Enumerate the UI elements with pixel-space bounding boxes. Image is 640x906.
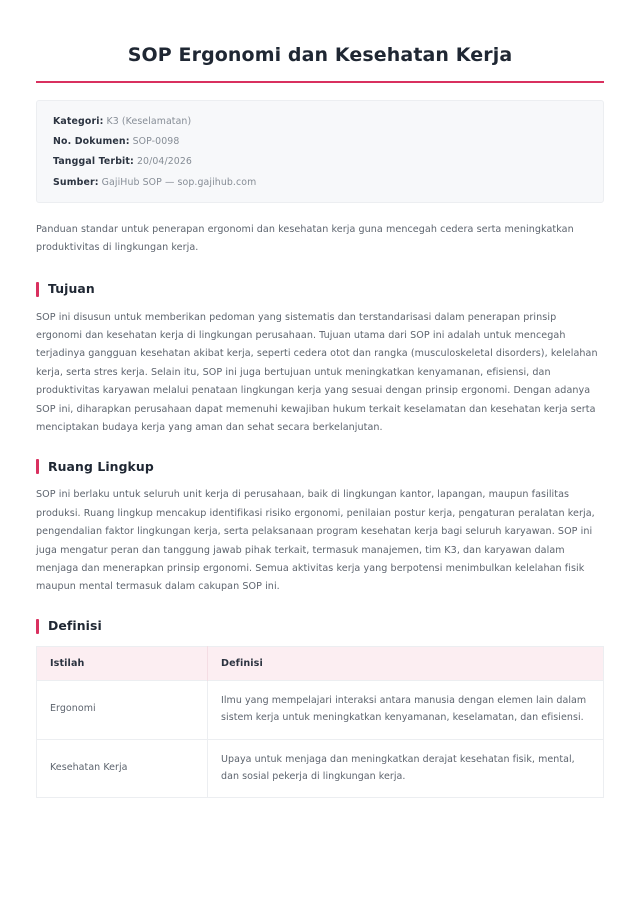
accent-bar-icon bbox=[36, 619, 39, 634]
cell-istilah-kesehatan-kerja: Kesehatan Kerja bbox=[37, 739, 208, 798]
column-header-istilah: Istilah bbox=[37, 646, 208, 680]
metadata-value-kategori: K3 (Keselamatan) bbox=[106, 115, 192, 127]
accent-bar-icon bbox=[36, 282, 39, 297]
section-title-tujuan: Tujuan bbox=[48, 280, 95, 296]
metadata-value-sumber: GajiHub SOP — sop.gajihub.com bbox=[101, 176, 257, 188]
accent-bar-icon bbox=[36, 459, 39, 474]
definisi-table-body bbox=[37, 680, 604, 798]
section-ruang-lingkup bbox=[36, 459, 604, 596]
section-body-tujuan: SOP ini disusun untuk memberikan pedoman yang sistematis dan terstandarisasi dalam penerapan prinsip ergonomi dan kesehatan kerja di lingkungan perusahaan. Tujuan utama dari SOP ini adalah untuk mencegah terjadinya gangguan kesehatan akibat kerja, seperti cedera otot dan rangka (musculoskeletal disorders), kelelahan kerja, serta stres kerja. Selain itu, SOP ini juga bertujuan untuk meningkatkan kenyamanan, efisiensi, dan produktivitas karyawan melalui penataan lingkungan kerja yang sesuai dengan prinsip ergonomi. Dengan adanya SOP ini, diharapkan perusahaan dapat memenuhi kewajiban hukum terkait keselamatan dan kesehatan kerja serta menciptakan budaya kerja yang aman dan sehat secara berkelanjutan. bbox=[36, 311, 598, 433]
metadata-row-tanggal-terbit bbox=[53, 154, 587, 169]
cell-istilah-ergonomi: Ergonomi bbox=[37, 680, 208, 739]
metadata-row-kategori bbox=[53, 114, 587, 129]
document-metadata-box bbox=[36, 100, 604, 203]
metadata-label-sumber: Sumber: bbox=[53, 176, 99, 188]
section-definisi bbox=[36, 619, 604, 799]
section-heading-ruang-lingkup bbox=[36, 459, 604, 474]
page-title: SOP Ergonomi dan Kesehatan Kerja bbox=[127, 44, 513, 66]
section-tujuan bbox=[36, 282, 604, 438]
metadata-label-kategori: Kategori: bbox=[53, 115, 104, 127]
section-heading-definisi bbox=[36, 619, 604, 634]
metadata-value-tanggal-terbit: 20/04/2026 bbox=[136, 156, 192, 168]
section-title-ruang-lingkup: Ruang Lingkup bbox=[48, 458, 154, 474]
metadata-row-no-dokumen bbox=[53, 134, 587, 149]
metadata-label-tanggal-terbit: Tanggal Terbit: bbox=[53, 156, 134, 168]
metadata-value-no-dokumen: SOP-0098 bbox=[132, 136, 180, 148]
table-header-row bbox=[37, 646, 604, 680]
definisi-table-head bbox=[37, 646, 604, 680]
metadata-label-no-dokumen: No. Dokumen: bbox=[53, 136, 130, 148]
column-header-definisi: Definisi bbox=[208, 646, 604, 680]
section-body-ruang-lingkup: SOP ini berlaku untuk seluruh unit kerja di perusahaan, baik di lingkungan kantor, lapangan, maupun fasilitas produksi. Ruang lingkup mencakup identifikasi risiko ergonomi, penilaian postur kerja, pengaturan peralatan kerja, pengendalian faktor lingkungan kerja, serta pelaksanaan program kesehatan kerja bagi seluruh karyawan. SOP ini juga mengatur peran dan tanggung jawab pihak terkait, termasuk manajemen, tim K3, dan karyawan dalam menjaga dan menerapkan prinsip ergonomi. Semua aktivitas kerja yang berpotensi menimbulkan kelelahan fisik maupun mental termasuk dalam cakupan SOP ini. bbox=[36, 489, 595, 593]
cell-definisi-ergonomi: Ilmu yang mempelajari interaksi antara manusia dengan elemen lain dalam sistem kerja untuk meningkatkan kenyamanan, keselamatan, dan efisiensi. bbox=[208, 680, 604, 739]
table-row bbox=[37, 680, 604, 739]
cell-definisi-kesehatan-kerja: Upaya untuk menjaga dan meningkatkan derajat kesehatan fisik, mental, dan sosial pekerja di lingkungan kerja. bbox=[208, 739, 604, 798]
definisi-table bbox=[36, 646, 604, 799]
section-heading-tujuan bbox=[36, 282, 604, 297]
intro-paragraph: Panduan standar untuk penerapan ergonomi dan kesehatan kerja guna mencegah cedera serta meningkatkan produktivitas di lingkungan kerja. bbox=[36, 223, 574, 254]
table-row bbox=[37, 739, 604, 798]
metadata-row-sumber bbox=[53, 175, 587, 190]
section-title-definisi: Definisi bbox=[48, 618, 102, 634]
title-divider bbox=[36, 81, 604, 83]
